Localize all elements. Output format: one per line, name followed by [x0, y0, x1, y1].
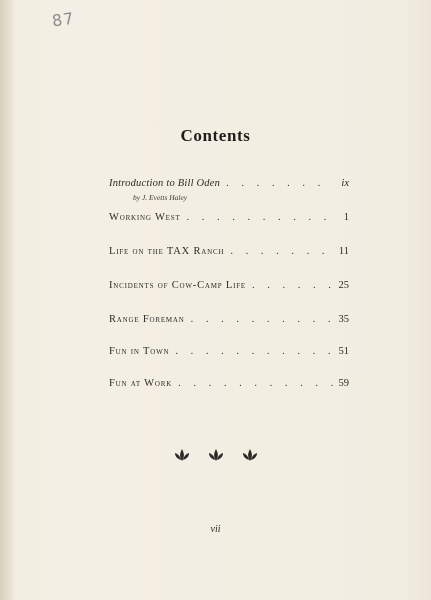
toc-entry-label: Fun in Town [109, 346, 170, 357]
toc-entry-label: Incidents of Cow-Camp Life [109, 280, 246, 291]
dot-leader [191, 314, 333, 325]
toc-byline: by J. Evetts Haley [133, 193, 188, 202]
dot-leader [187, 212, 333, 223]
toc-entry-label: Fun at Work [109, 378, 173, 389]
toc-entry-fun-at-work[interactable] [109, 378, 349, 396]
toc-entry-working-west[interactable] [109, 212, 349, 230]
dot-leader [226, 178, 333, 189]
toc-entry-page: 25 [338, 280, 349, 291]
fleuron-icon [242, 448, 258, 462]
pencil-annotation: 87 [50, 8, 76, 31]
toc-entry-page: 11 [338, 246, 349, 257]
toc-entry-page: 51 [338, 346, 349, 357]
fleuron-icon [174, 448, 190, 462]
toc-entry-fun-in-town[interactable] [109, 346, 349, 364]
toc-entry-label: Introduction to Bill Oden [109, 178, 221, 189]
dot-leader [252, 280, 333, 291]
toc-entry-page: 35 [338, 314, 349, 325]
toc-entry-page: 59 [338, 378, 349, 389]
dot-leader [230, 246, 333, 257]
toc-entry-incidents[interactable] [109, 280, 349, 298]
dot-leader [175, 346, 332, 357]
toc-entry-life-on-tax-ranch[interactable] [109, 246, 349, 264]
page-title: Contents [180, 126, 251, 145]
toc-entry-label: Working West [109, 212, 181, 223]
toc-entry-label: Range Foreman [109, 314, 185, 325]
page-number: vii [210, 524, 221, 535]
toc-entry-page: 1 [343, 212, 349, 223]
fleuron-icon [208, 448, 224, 462]
toc-entry-range-foreman[interactable] [109, 314, 349, 332]
dot-leader [178, 378, 332, 389]
page-gutter [0, 0, 14, 600]
toc-entry-label: Life on the TAX Ranch [109, 246, 225, 257]
fleuron-ornament [0, 448, 431, 467]
toc-entry-page: ix [341, 178, 349, 189]
